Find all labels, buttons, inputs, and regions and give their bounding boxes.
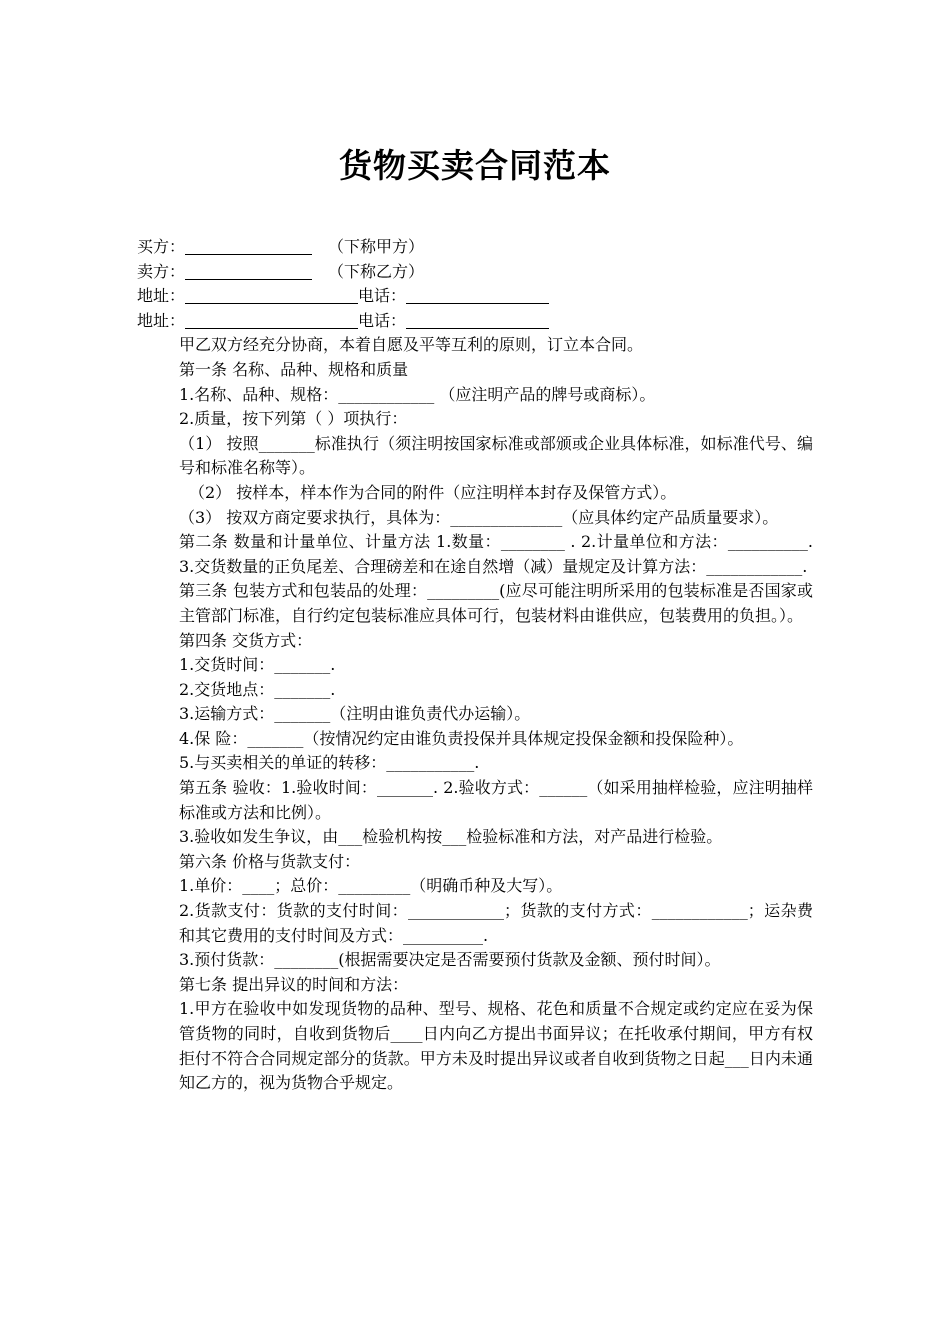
seller-line xyxy=(137,260,813,285)
article-6-heading: 第六条 价格与货款支付： xyxy=(179,851,361,871)
prepayment: 3.预付货款：________(根据需要决定是否需要预付货款及金额、预付时间）。 xyxy=(179,950,721,970)
article-7-heading: 第七条 提出异议的时间和方法： xyxy=(179,974,409,994)
address-label: 地址： xyxy=(137,286,186,306)
quality-option-2: （2） 按样本，样本作为合同的附件（应注明样本封存及保管方式）。 xyxy=(189,482,677,502)
insurance: 4.保 险：_______（按情况约定由谁负责投保并具体规定投保金额和投保险种）。 xyxy=(179,728,744,748)
objection-clause: 1.甲方在验收中如发现货物的品种、型号、规格、花色和质量不合规定或约定应在妥为保管货物的同时，自收到货物后____日内向乙方提出书面异议；在托收承付期间，甲方有权拒付不符合合同规定部分的货款。甲方未及时提出异议或者自收到货物之日起___日内未通知乙方的，视为货物合乎规定。 xyxy=(179,999,813,1093)
seller-label: 卖方： xyxy=(137,261,186,281)
document-transfer: 5.与买卖相关的单证的转移：___________. xyxy=(179,753,480,773)
article-3: 第三条 包装方式和包装品的处理：_________(应尽可能注明所采用的包装标准是否国家或主管部门标准，自行约定包装标准应具体可行，包装材料由谁供应，包装费用的负担。）。 xyxy=(179,581,813,625)
seller-phone-blank xyxy=(406,311,549,329)
article-1-item-2: 2.质量，按下列第（ ）项执行： xyxy=(179,409,408,429)
article-5: 第五条 验收：1.验收时间：_______. 2.验收方式：______（如采用抽样检验，应注明抽样标准或方法和比例）。 xyxy=(179,778,813,822)
seller-address-blank xyxy=(185,311,358,329)
article-2: 第二条 数量和计量单位、计量方法 1.数量：________ . 2.计量单位和方法：__________. 3.交货数量的正负尾差、合理磅差和在途自然增（减）量规定及计算方法：____________. xyxy=(179,532,813,576)
buyer-address-line xyxy=(137,284,813,309)
inspection-dispute: 3.验收如发生争议，由___检验机构按___检验标准和方法，对产品进行检验。 xyxy=(179,827,723,847)
buyer-name-blank xyxy=(185,237,312,255)
preamble: 甲乙双方经充分协商，本着自愿及平等互利的原则，订立本合同。 xyxy=(179,335,644,355)
article-4-heading: 第四条 交货方式： xyxy=(179,630,313,650)
seller-address-line xyxy=(137,309,813,334)
buyer-phone-blank xyxy=(406,286,549,304)
article-1-heading: 第一条 名称、品种、规格和质量 xyxy=(179,359,409,379)
document-body xyxy=(137,235,813,1096)
unit-price: 1.单价：____；总价：_________（明确币种及大写）。 xyxy=(179,876,563,896)
transport-method: 3.运输方式：_______（注明由谁负责代办运输）。 xyxy=(179,704,531,724)
seller-name-blank xyxy=(185,262,312,280)
buyer-address-blank xyxy=(185,286,358,304)
delivery-time: 1.交货时间：_______. xyxy=(179,655,336,675)
payment-terms: 2.货款支付：货款的支付时间：____________；货款的支付方式：____________；运杂费和其它费用的支付时间及方式：__________. xyxy=(179,901,813,945)
seller-note: （下称乙方） xyxy=(328,261,425,281)
buyer-label: 买方： xyxy=(137,237,186,256)
quality-option-3: （3） 按双方商定要求执行，具体为：______________（应具体约定产品质量要求）。 xyxy=(179,507,779,527)
phone-label: 电话： xyxy=(358,286,407,306)
phone-label: 电话： xyxy=(358,310,407,330)
delivery-place: 2.交货地点：_______. xyxy=(179,679,336,699)
article-1-item-1: 1.名称、品种、规格：____________ （应注明产品的牌号或商标）。 xyxy=(179,384,656,404)
buyer-line xyxy=(137,235,813,260)
address-label: 地址： xyxy=(137,310,186,330)
quality-option-1: （1） 按照_______标准执行（须注明按国家标准或部颁或企业具体标准，如标准代号、编号和标准名称等）。 xyxy=(179,433,813,478)
buyer-note: （下称甲方） xyxy=(328,237,425,256)
document-title: 货物买卖合同范本 xyxy=(339,146,611,185)
